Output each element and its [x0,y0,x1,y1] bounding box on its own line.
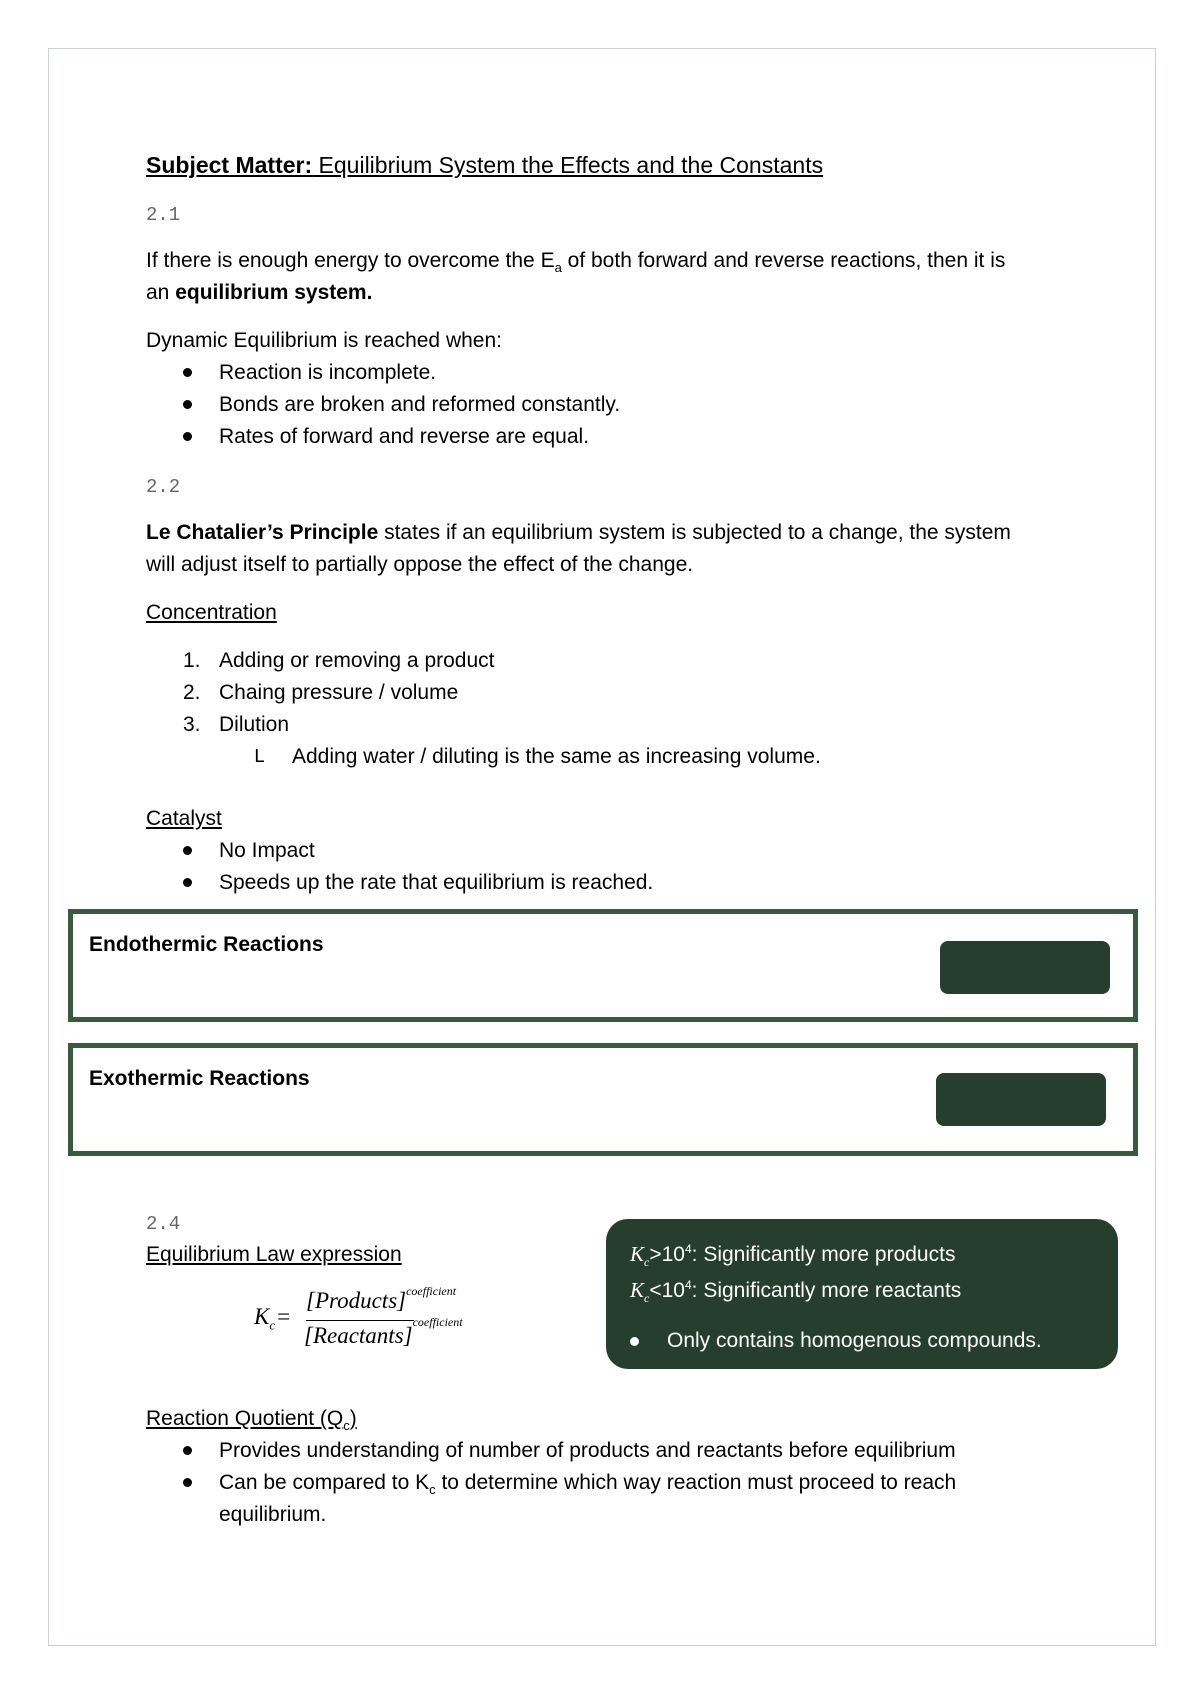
qc-heading-pre: Reaction Quotient (Q [146,1407,344,1430]
kc-sub: c [644,1255,650,1270]
s21-para-post: of both forward and reverse reactions, then it is [561,249,1006,272]
sub-item-marker: L [254,746,265,767]
section-number-2-1: 2.1 [146,204,181,226]
bullet-dot [183,1478,192,1487]
list-item: Speeds up the rate that equilibrium is reached. [219,871,654,894]
formula-equals: = [277,1304,291,1329]
formula-reactants: [Reactants] [304,1323,413,1348]
formula-k: K [254,1304,270,1329]
exothermic-redacted-block [936,1073,1106,1126]
kc-operator: <10 [649,1279,685,1302]
bullet-dot [183,432,192,441]
bullet-dot [183,846,192,855]
list-item-continuation: equilibrium. [219,1503,327,1526]
s21-line2-bold: equilibrium system. [175,281,373,304]
title-text: Equilibrium System the Effects and the Constants [312,152,824,178]
s21-para-pre: If there is enough energy to overcome the E [146,249,555,272]
formula-numerator [306,1284,457,1314]
s21-paragraph-line2 [146,280,372,306]
equilibrium-law-heading: Equilibrium Law expression [146,1243,402,1266]
kc-info-panel [606,1219,1118,1369]
kc-sub: c [644,1291,650,1306]
qc-heading-sub: c [343,1418,350,1434]
exothermic-box [68,1043,1138,1156]
page-title [146,152,823,178]
numbered-marker: 3. [183,713,201,736]
bullet-dot [183,878,192,887]
reaction-quotient-heading [146,1406,357,1432]
numbered-marker: 1. [183,649,201,672]
kc-exponent: 4 [684,1242,692,1256]
list-item: Provides understanding of number of products and reactants before equilibrium [219,1439,956,1462]
endothermic-redacted-block [940,941,1110,994]
list-item [219,1470,956,1496]
title-label: Subject Matter: [146,152,313,178]
numbered-item: Dilution [219,713,290,736]
principle-bold: Le Chatalier’s Principle [146,521,379,544]
numbered-item: Chaing pressure / volume [219,681,459,704]
kc-exponent: 4 [684,1278,692,1292]
numbered-marker: 2. [183,681,201,704]
formula-num-exp: coefficient [406,1284,457,1299]
principle-line1 [146,520,1011,546]
qc-b2-pre: Can be compared to K [219,1471,430,1494]
s21-paragraph-line1 [146,248,1005,274]
principle-line2: will adjust itself to partially oppose the effect of the change. [146,553,694,576]
dynamic-equilibrium-intro: Dynamic Equilibrium is reached when: [146,329,502,352]
kc-description: : Significantly more products [691,1243,956,1266]
kc-k: K [630,1278,645,1302]
list-item: No Impact [219,839,315,862]
kc-line-products [630,1241,955,1268]
bullet-dot [183,400,192,409]
qc-b2-sub: c [429,1482,436,1498]
formula-denominator [304,1315,463,1349]
kc-homogenous-note: Only contains homogenous compounds. [667,1329,1042,1352]
s21-para-sub: a [554,260,562,276]
catalyst-heading: Catalyst [146,807,222,830]
section-number-2-2: 2.2 [146,476,181,498]
kc-k: K [630,1242,645,1266]
bullet-dot [183,1446,192,1455]
section-number-2-4: 2.4 [146,1213,181,1235]
qc-heading-post: ) [349,1407,357,1430]
formula-lhs [254,1304,291,1333]
kc-line-reactants [630,1277,961,1304]
numbered-item: Adding or removing a product [219,649,495,672]
sub-item: Adding water / diluting is the same as increasing volume. [292,745,821,768]
qc-b2-post: to determine which way reaction must proceed to reach [435,1471,957,1494]
list-item: Reaction is incomplete. [219,361,437,384]
formula-products: [Products] [306,1288,407,1313]
list-item: Bonds are broken and reformed constantly. [219,393,621,416]
endothermic-title: Endothermic Reactions [89,933,324,956]
formula-fraction-bar [306,1320,414,1321]
list-item: Rates of forward and reverse are equal. [219,425,590,448]
bullet-dot [183,368,192,377]
principle-rest: states if an equilibrium system is subjected to a change, the system [378,521,1011,544]
formula-den-exp: coefficient [412,1315,463,1330]
kc-description: : Significantly more reactants [691,1279,962,1302]
formula-k-sub: c [269,1317,276,1333]
kc-operator: >10 [649,1243,685,1266]
concentration-heading: Concentration [146,601,277,624]
exothermic-title: Exothermic Reactions [89,1067,310,1090]
endothermic-box [68,909,1138,1022]
s21-line2-pre: an [146,281,176,304]
bullet-dot [630,1337,639,1346]
